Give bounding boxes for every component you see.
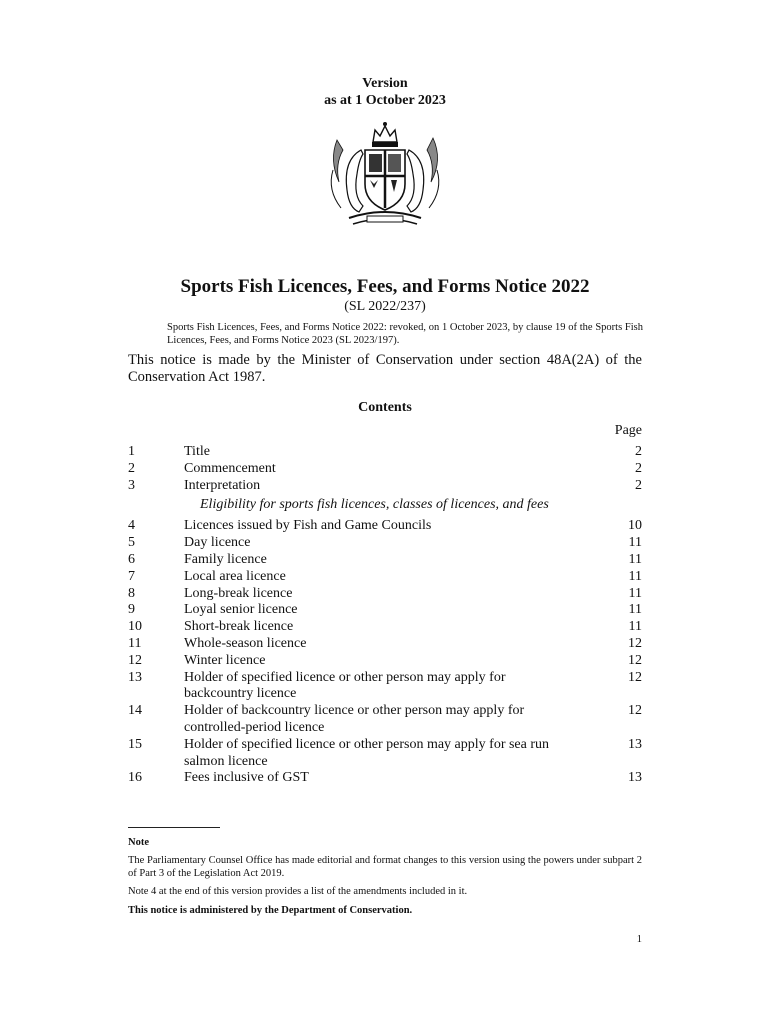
toc-entry-number: 15 — [128, 736, 142, 752]
toc-entry-label: Day licence — [184, 535, 251, 551]
toc-entry-number: 4 — [128, 518, 135, 534]
toc-entry-page: 11 — [628, 535, 642, 551]
footnote-rule — [128, 827, 220, 828]
sl-reference: (SL 2022/237) — [344, 299, 426, 314]
toc-entry-page: 2 — [635, 477, 642, 493]
toc-entry[interactable] — [128, 737, 642, 771]
document-title: Sports Fish Licences, Fees, and Forms Notice 2022 — [180, 276, 590, 297]
toc-entry-number: 2 — [128, 460, 135, 476]
toc-entry[interactable] — [128, 569, 642, 586]
version-date: as at 1 October 2023 — [324, 93, 446, 108]
toc-entry-label: Title — [184, 444, 210, 459]
toc-entry-number: 11 — [128, 635, 142, 651]
note-heading: Note — [128, 837, 149, 848]
toc-entry[interactable] — [128, 552, 642, 569]
toc-entry-label: Whole-season licence — [184, 635, 307, 651]
toc-entry[interactable] — [128, 602, 642, 619]
toc-entry-page: 11 — [628, 568, 642, 584]
toc-entry-label: Short-break licence — [184, 619, 294, 635]
contents-heading: Contents — [358, 400, 412, 415]
toc-entry-page: 12 — [628, 635, 642, 651]
toc-entry-label: Holder of specified licence or other person may apply for backcountry licence — [184, 669, 506, 702]
toc-entry[interactable] — [128, 535, 642, 552]
toc-entry-number: 5 — [128, 535, 135, 551]
toc-entry[interactable] — [128, 670, 642, 704]
toc-entry-number: 7 — [128, 568, 135, 584]
toc-entry-number: 13 — [128, 669, 142, 685]
toc-entry-number: 9 — [128, 602, 135, 618]
toc-entry-number: 1 — [128, 444, 135, 459]
toc-entry-label: Winter licence — [184, 652, 266, 668]
toc-entry[interactable] — [128, 703, 642, 737]
toc-entry-number: 6 — [128, 551, 135, 567]
toc-entry-label: Family licence — [184, 551, 267, 567]
toc-entry[interactable] — [128, 636, 642, 653]
toc-entry-page: 12 — [628, 652, 642, 668]
toc-entry-page: 11 — [628, 585, 642, 601]
note-text-amendments: Note 4 at the end of this version provides a list of the amendments included in it. — [128, 886, 468, 897]
toc-entry-label: Loyal senior licence — [184, 602, 298, 618]
toc-entry-page: 12 — [628, 669, 642, 685]
toc-entry-label: Long-break licence — [184, 585, 293, 601]
toc-entry-number: 12 — [128, 652, 142, 668]
toc-entry-number: 10 — [128, 619, 142, 635]
version-block — [0, 75, 770, 109]
toc-entry-label: Holder of specified licence or other person may apply for sea run salmon licence — [184, 736, 550, 769]
page-number: 1 — [636, 934, 642, 945]
toc-entry-page: 12 — [628, 703, 642, 719]
page-column-heading: Page — [614, 423, 642, 438]
toc-entry-page: 11 — [628, 602, 642, 618]
toc-entry[interactable] — [128, 444, 642, 461]
toc-entry-label: Interpretation — [184, 477, 261, 493]
toc-entry-page: 11 — [628, 619, 642, 635]
toc-entry-page: 2 — [635, 444, 642, 459]
toc-entry-number: 16 — [128, 770, 142, 786]
table-of-contents — [128, 444, 642, 787]
toc-entry-label: Holder of backcountry licence or other person may apply for controlled-period licence — [184, 703, 525, 735]
toc-entry-page: 11 — [628, 551, 642, 567]
note-text-administered: This notice is administered by the Department of Conservation. — [128, 905, 413, 916]
toc-entry-number: 14 — [128, 703, 142, 719]
toc-entry[interactable] — [128, 518, 642, 535]
intro-paragraph: This notice is made by the Minister of Conservation under section 48A(2A) of the Conservation Act 1987. — [128, 352, 642, 385]
toc-entry[interactable] — [128, 461, 642, 478]
revocation-note: Sports Fish Licences, Fees, and Forms Notice 2022: revoked, on 1 October 2023, by clause 19 of the Sports Fish Licences, Fees, and Forms Notice 2023 (SL 2023/197). — [167, 322, 643, 346]
toc-section-heading: Eligibility for sports fish licences, classes of licences, and fees — [200, 497, 549, 513]
toc-entry[interactable] — [128, 770, 642, 787]
nz-coat-of-arms-icon — [323, 120, 447, 228]
note-text-editorial: The Parliamentary Counsel Office has made editorial and format changes to this version using the powers under subpart 2 of Part 3 of the Legislation Act 2019. — [128, 855, 642, 879]
toc-entry-label: Commencement — [184, 460, 276, 476]
toc-entry[interactable] — [128, 619, 642, 636]
toc-entry-label: Licences issued by Fish and Game Councils — [184, 518, 432, 534]
toc-entry-page: 13 — [628, 770, 642, 786]
toc-entry-number: 8 — [128, 585, 135, 601]
toc-entry[interactable] — [128, 478, 642, 495]
toc-entry[interactable] — [128, 653, 642, 670]
toc-entry-page: 2 — [635, 460, 642, 476]
version-label: Version — [362, 76, 408, 91]
toc-entry-page: 13 — [628, 736, 642, 752]
toc-entry-label: Fees inclusive of GST — [184, 770, 309, 786]
toc-entry-label: Local area licence — [184, 568, 286, 584]
toc-entry[interactable] — [128, 586, 642, 603]
toc-entry-number: 3 — [128, 477, 135, 493]
toc-entry-page: 10 — [628, 518, 642, 534]
